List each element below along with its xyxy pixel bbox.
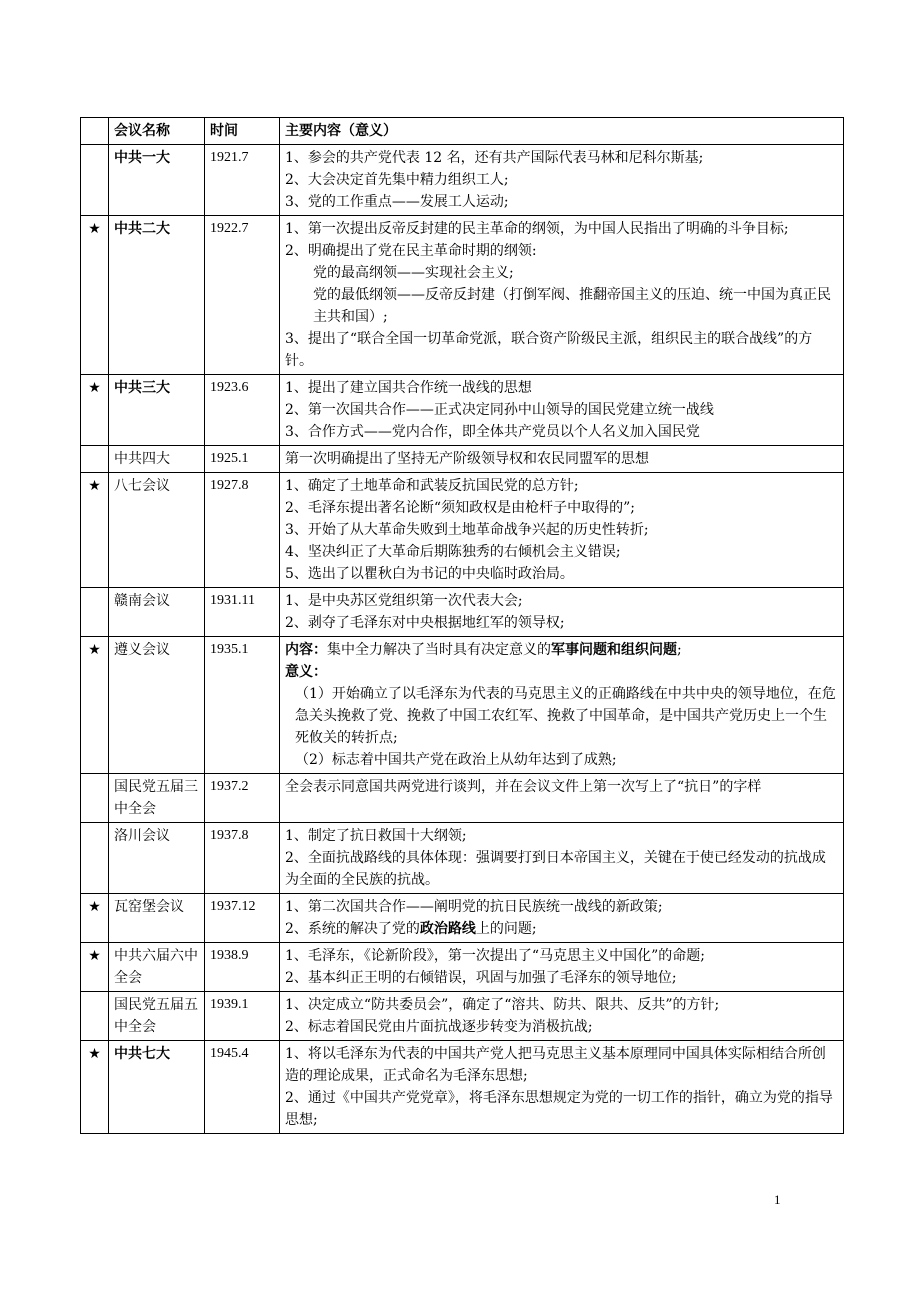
content-line: 党的最低纲领——反帝反封建（打倒军阀、推翻帝国主义的压迫、统一中国为真正民主共和国）;: [313, 287, 831, 325]
conference-content: [280, 1041, 844, 1134]
conference-name: 国民党五届三中全会: [109, 774, 205, 823]
content-text: 上的问题;: [475, 921, 537, 937]
content-line: [285, 661, 838, 683]
content-line: 2、第一次国共合作——正式决定同孙中山领导的国民党建立统一战线: [285, 402, 714, 418]
key-star-icon: ★: [81, 375, 109, 446]
content-text: 集中全力解决了当时具有决定意义的: [327, 642, 551, 658]
content-line: 第一次明确提出了坚持无产阶级领导权和农民同盟军的思想: [285, 451, 649, 467]
content-line: （1）开始确立了以毛泽东为代表的马克思主义的正确路线在中共中央的领导地位，在危急关头挽救了党、挽救了中国工农红军、挽救了中国革命，是中国共产党历史上一个生死攸关的转折点;: [295, 686, 836, 746]
conference-name: 遵义会议: [109, 637, 205, 774]
content-line: 1、第一次提出反帝反封建的民主革命的纲领，为中国人民指出了明确的斗争目标;: [285, 221, 789, 237]
conference-date: 1927.8: [205, 473, 280, 588]
conference-content: [280, 216, 844, 375]
conference-name: 中共二大: [109, 216, 205, 375]
conference-name: 八七会议: [109, 473, 205, 588]
content-emphasis: 内容：: [285, 642, 327, 658]
content-line: （2）标志着中国共产党在政治上从幼年达到了成熟;: [295, 752, 617, 768]
content-line: 3、开始了从大革命失败到土地革命战争兴起的历史性转折;: [285, 522, 649, 538]
key-star-icon: ★: [81, 894, 109, 943]
content-line: 2、标志着国民党由片面抗战逐步转变为消极抗战;: [285, 1019, 593, 1035]
table-row: [81, 446, 844, 473]
content-line: 3、合作方式——党内合作，即全体共产党员以个人名义加入国民党: [285, 424, 700, 440]
content-line: 1、决定成立“防共委员会”，确定了“溶共、防共、限共、反共”的方针;: [285, 997, 720, 1013]
key-star-icon: [81, 774, 109, 823]
conference-date: 1939.1: [205, 992, 280, 1041]
key-star-icon: [81, 446, 109, 473]
conference-date: 1937.8: [205, 823, 280, 894]
conference-date: 1922.7: [205, 216, 280, 375]
conference-content: [280, 943, 844, 992]
content-line: 2、大会决定首先集中精力组织工人;: [285, 172, 509, 188]
conference-name: 洛川会议: [109, 823, 205, 894]
conference-date: 1937.2: [205, 774, 280, 823]
content-line: 3、党的工作重点——发展工人运动;: [285, 194, 509, 210]
content-line: 4、坚决纠正了大革命后期陈独秀的右倾机会主义错误;: [285, 544, 621, 560]
content-line: 5、选出了以瞿秋白为书记的中央临时政治局。: [285, 566, 574, 582]
table-row: [81, 774, 844, 823]
content-line: 1、将以毛泽东为代表的中国共产党人把马克思主义基本原理同中国具体实际相结合所创造的理论成果，正式命名为毛泽东思想;: [285, 1046, 826, 1084]
conference-content: [280, 637, 844, 774]
table-row: [81, 992, 844, 1041]
conference-name: 瓦窑堡会议: [109, 894, 205, 943]
conference-name: 中共七大: [109, 1041, 205, 1134]
content-line: 3、提出了“联合全国一切革命党派，联合资产阶级民主派，组织民主的联合战线”的方针。: [285, 331, 813, 369]
conference-table: [80, 117, 844, 1134]
conference-name: 中共三大: [109, 375, 205, 446]
conference-name: 中共一大: [109, 145, 205, 216]
conference-content: [280, 446, 844, 473]
conference-content: [280, 992, 844, 1041]
conference-date: 1923.6: [205, 375, 280, 446]
key-star-icon: [81, 588, 109, 637]
content-line: 全会表示同意国共两党进行谈判，并在会议文件上第一次写上了“抗日”的字样: [285, 779, 762, 795]
conference-content: [280, 145, 844, 216]
content-line: 党的最高纲领——实现社会主义;: [313, 265, 514, 281]
content-text: 2、系统的解决了党的: [285, 921, 420, 937]
content-line: 1、是中央苏区党组织第一次代表大会;: [285, 593, 523, 609]
conference-date: 1945.4: [205, 1041, 280, 1134]
table-row: [81, 375, 844, 446]
table-row: [81, 216, 844, 375]
table-row: [81, 1041, 844, 1134]
key-star-icon: [81, 823, 109, 894]
content-line: [285, 639, 838, 661]
content-emphasis: 意义：: [285, 664, 327, 680]
table-row: [81, 588, 844, 637]
page-number: 1: [774, 1192, 781, 1207]
content-line: 2、基本纠正王明的右倾错误，巩固与加强了毛泽东的领导地位;: [285, 970, 677, 986]
conference-content: [280, 473, 844, 588]
content-line: 2、剥夺了毛泽东对中央根据地红军的领导权;: [285, 615, 565, 631]
content-emphasis: 政治路线: [419, 921, 476, 937]
content-line: 2、明确提出了党在民主革命时期的纲领:: [285, 243, 537, 259]
conference-content: [280, 375, 844, 446]
conference-content: [280, 588, 844, 637]
conference-content: [280, 894, 844, 943]
content-line: 2、通过《中国共产党党章》，将毛泽东思想规定为党的一切工作的指针，确立为党的指导思想;: [285, 1090, 833, 1128]
conference-name: 中共四大: [109, 446, 205, 473]
content-line: 1、第二次国共合作——阐明党的抗日民族统一战线的新政策;: [285, 899, 663, 915]
conference-date: 1935.1: [205, 637, 280, 774]
content-line: 1、毛泽东，《论新阶段》，第一次提出了“马克思主义中国化”的命题;: [285, 948, 705, 964]
key-star-icon: [81, 145, 109, 216]
table-row: [81, 943, 844, 992]
key-star-icon: ★: [81, 1041, 109, 1134]
key-star-icon: ★: [81, 216, 109, 375]
content-line: 2、毛泽东提出著名论断“须知政权是由枪杆子中取得的”;: [285, 500, 635, 516]
content-line: [285, 918, 838, 940]
content-line: 1、提出了建立国共合作统一战线的思想: [285, 380, 532, 396]
header-name: 会议名称: [109, 118, 205, 145]
content-line: 1、确定了土地革命和武装反抗国民党的总方针;: [285, 478, 579, 494]
conference-date: 1921.7: [205, 145, 280, 216]
conference-name: 赣南会议: [109, 588, 205, 637]
content-line: 1、参会的共产党代表 12 名，还有共产国际代表马林和尼科尔斯基;: [285, 150, 704, 166]
key-star-icon: [81, 992, 109, 1041]
key-star-icon: ★: [81, 943, 109, 992]
table-row: [81, 473, 844, 588]
conference-date: 1925.1: [205, 446, 280, 473]
conference-date: 1937.12: [205, 894, 280, 943]
table-header-row: [81, 118, 844, 145]
content-line: 1、制定了抗日救国十大纲领;: [285, 828, 467, 844]
conference-name: 中共六届六中全会: [109, 943, 205, 992]
key-star-icon: ★: [81, 637, 109, 774]
conference-date: 1931.11: [205, 588, 280, 637]
table-row: [81, 637, 844, 774]
table-row: [81, 894, 844, 943]
content-text: ;: [677, 642, 682, 658]
header-content: 主要内容（意义）: [280, 118, 844, 145]
header-time: 时间: [205, 118, 280, 145]
conference-date: 1938.9: [205, 943, 280, 992]
conference-content: [280, 823, 844, 894]
content-emphasis: 军事问题和组织问题: [551, 642, 677, 658]
header-star: [81, 118, 109, 145]
table-row: [81, 823, 844, 894]
key-star-icon: ★: [81, 473, 109, 588]
table-row: [81, 145, 844, 216]
conference-name: 国民党五届五中全会: [109, 992, 205, 1041]
content-line: 2、全面抗战路线的具体体现：强调要打到日本帝国主义，关键在于使已经发动的抗战成为全面的全民族的抗战。: [285, 850, 826, 888]
conference-content: [280, 774, 844, 823]
